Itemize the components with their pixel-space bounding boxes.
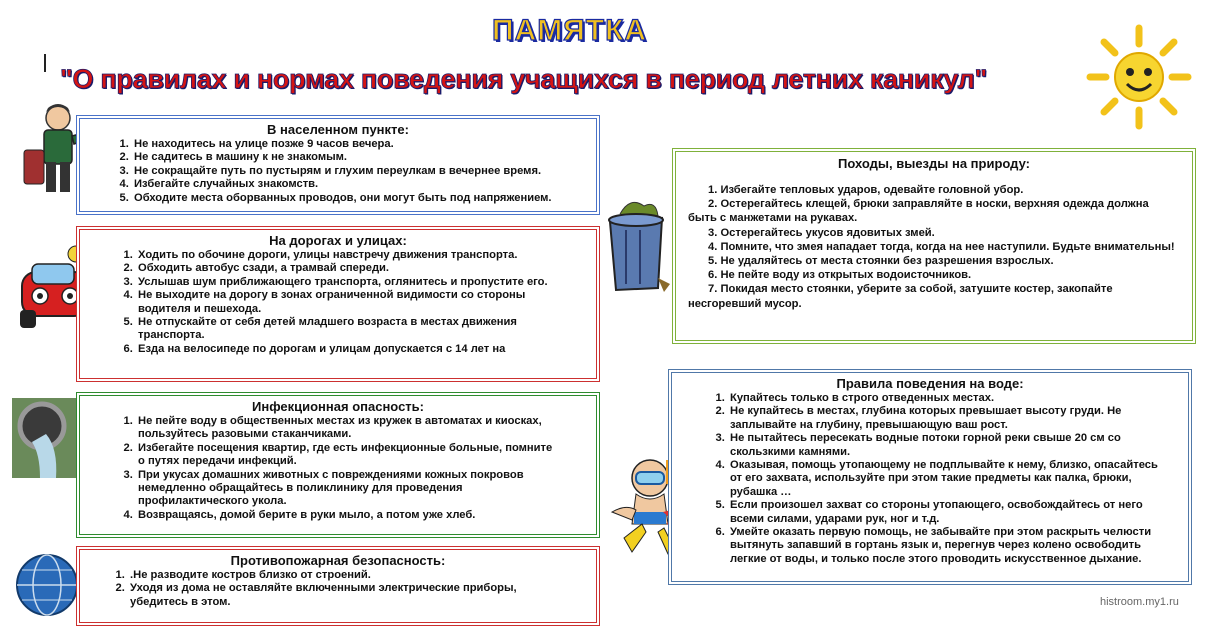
list-item: 5. Если произошел захват со стороны утопающего, освобождайтесь от него всеми силами, ударами рук, ног и т.д. bbox=[728, 499, 1170, 526]
list-item: 6. Езда на велосипеде по дорогам и улицам допускается с 14 лет на bbox=[136, 343, 548, 356]
list-item: 3. Не сокращайте путь по пустырям и глухим переулкам в вечернее время. bbox=[132, 165, 588, 178]
section-fire bbox=[76, 546, 600, 626]
list-item: 2. Остерегайтесь клещей, брюки заправляйте в носки, верхняя одежда должна быть с манжетами на рукавах. bbox=[688, 198, 1149, 225]
section-title: Правила поведения на воде: bbox=[836, 376, 1024, 391]
list-item: 1. Избегайте тепловых ударов, одевайте головной убор. bbox=[708, 184, 1024, 196]
section-water bbox=[668, 369, 1192, 585]
sun-icon bbox=[1084, 22, 1194, 132]
page-label: ПАМЯТКА bbox=[492, 14, 648, 47]
page-title: "О правилах и нормах поведения учащихся в период летних каникул" bbox=[60, 64, 988, 94]
section-title: В населенном пункте: bbox=[267, 122, 409, 137]
list-item: 5. Не отпускайте от себя детей младшего возраста в местах движения транспорта. bbox=[136, 316, 548, 343]
rule-list bbox=[88, 569, 588, 609]
list-item: 2. Избегайте посещения квартир, где есть инфекционные больные, помните о путях передачи инфекций. bbox=[136, 442, 558, 469]
list-item: 7. Покидая место стоянки, уберите за собой, затушите костер, закопайте несгоревший мусор. bbox=[688, 283, 1113, 310]
list-item: 2. Уходя из дома не оставляйте включенными электрические приборы, убедитесь в этом. bbox=[128, 582, 548, 609]
list-item: 6. Умейте оказать первую помощь, не забывайте при этом раскрыть челюсти вытянуть запавший в гортань язык и, перегнув через колено освободить легкие от воды, и только после этого проводить искусственное дыхание. bbox=[728, 526, 1170, 566]
section-settlement bbox=[76, 115, 600, 215]
section-nature bbox=[672, 148, 1196, 344]
list-item: 3. Услышав шум приближающего транспорта, оглянитесь и пропустите его. bbox=[136, 276, 548, 289]
watermark: histroom.my1.ru bbox=[1100, 596, 1179, 608]
list-item: 4. Оказывая, помощь утопающему не подплывайте к нему, близко, опасайтесь от его захвата, используйте при этом такие предметы как палка, брюки, рубашка … bbox=[728, 459, 1170, 499]
list-item: 4. Помните, что змея нападает тогда, когда на нее наступили. Будьте внимательны! bbox=[708, 240, 1175, 253]
list-item: 1. Не находитесь на улице позже 9 часов вечера. bbox=[132, 138, 588, 151]
list-item: 4. Не выходите на дорогу в зонах ограниченной видимости со стороны водителя и пешехода. bbox=[136, 289, 548, 316]
section-title: Походы, выезды на природу: bbox=[838, 156, 1030, 171]
list-item: 2. Не садитесь в машину к не знакомым. bbox=[132, 151, 588, 164]
rule-list bbox=[88, 138, 588, 205]
section-roads bbox=[76, 226, 600, 382]
section-title: Противопожарная безопасность: bbox=[230, 553, 446, 568]
list-item: 1. Купайтесь только в строго отведенных местах. bbox=[728, 392, 1170, 405]
list-item: 3. Не пытайтесь пересекать водные потоки горной реки свыше 20 см со скользкими камнями. bbox=[728, 432, 1170, 459]
text-cursor bbox=[44, 54, 46, 72]
list-item: 4. Избегайте случайных знакомств. bbox=[132, 178, 588, 191]
list-item: 2. Не купайтесь в местах, глубина которых превышает высоту груди. Не заплывайте на глубину, превышающую ваш рост. bbox=[728, 405, 1170, 432]
list-item: 5. Обходите места оборванных проводов, они могут быть под напряжением. bbox=[132, 192, 588, 205]
list-item: 1. Ходить по обочине дороги, улицы навстречу движения транспорта. bbox=[136, 249, 548, 262]
list-item: 3. Остерегайтесь укусов ядовитых змей. bbox=[708, 226, 935, 239]
globe-icon bbox=[12, 550, 82, 620]
rule-list bbox=[88, 415, 588, 522]
list-item: 4. Возвращаясь, домой берите в руки мыло, а потом уже хлеб. bbox=[136, 509, 558, 522]
section-infection bbox=[76, 392, 600, 538]
list-item: 2. Обходить автобус сзади, а трамвай спереди. bbox=[136, 262, 548, 275]
list-item: 1. Не пейте воду в общественных местах из кружек в автоматах и киосках, пользуйтесь разовыми стаканчиками. bbox=[136, 415, 558, 442]
list-item: 3. При укусах домашних животных с повреждениями кожных покровов немедленно обращайтесь в поликлинику для проведения профилактического укола. bbox=[136, 469, 558, 509]
rule-list bbox=[688, 183, 1180, 311]
trash-bin-icon bbox=[600, 196, 672, 296]
rule-list bbox=[88, 249, 588, 356]
section-title: На дорогах и улицах: bbox=[269, 233, 407, 248]
section-title: Инфекционная опасность: bbox=[252, 399, 424, 414]
list-item: 5. Не удаляйтесь от места стоянки без разрешения взрослых. bbox=[708, 255, 1054, 268]
rule-list bbox=[680, 392, 1180, 566]
list-item: 1. .Не разводите костров близко от строений. bbox=[128, 569, 548, 582]
list-item: 6. Не пейте воду из открытых водоисточников. bbox=[708, 269, 972, 282]
